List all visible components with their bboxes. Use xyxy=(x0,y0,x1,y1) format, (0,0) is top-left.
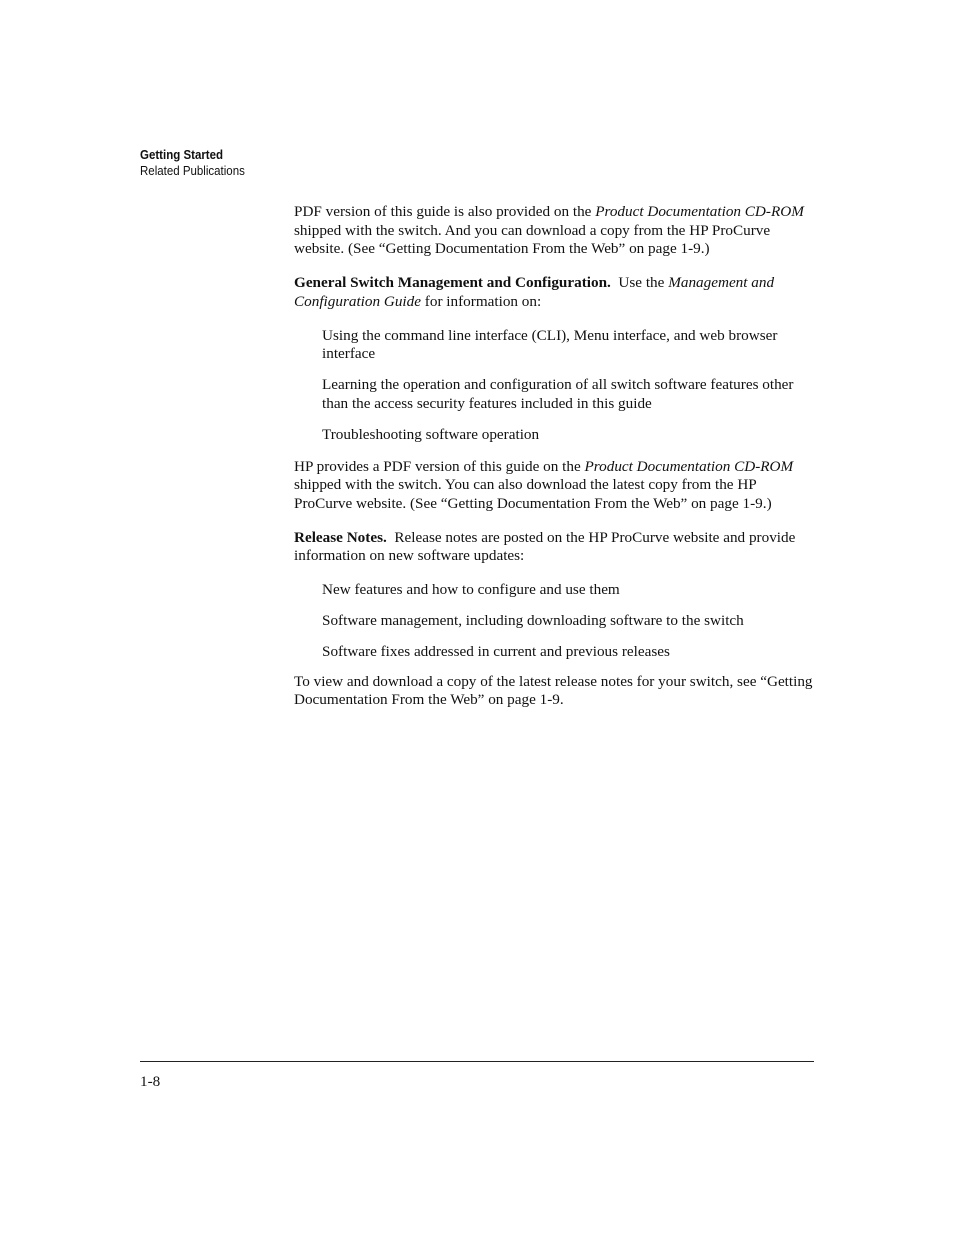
running-header xyxy=(140,147,245,179)
body-text xyxy=(294,203,816,725)
intro-paragraph: PDF version of this guide is also provided on the Product Documentation CD-ROM shipped with the switch. And you can download a copy from the HP ProCurve website. (See “Getting Documentation From the Web” on page 1-9.) xyxy=(294,203,804,258)
general-management-paragraph: General Switch Management and Configuration. Use the Management and Configuration Guide for information on: xyxy=(294,274,775,310)
chapter-title: Getting Started xyxy=(140,148,224,162)
page-number: 1-8 xyxy=(140,1073,161,1090)
list-item: New features and how to configure and use them xyxy=(322,581,620,599)
general-management-heading: General Switch Management and Configuration. xyxy=(294,274,611,292)
list-item: Troubleshooting software operation xyxy=(322,426,540,444)
list-item: Software management, including downloading software to the switch xyxy=(322,612,744,630)
list-item: Learning the operation and configuration of all switch software features other than the access security features included in this guide xyxy=(322,376,794,413)
release-notes-paragraph: Release Notes. Release notes are posted on the HP ProCurve website and provide information on new software updates: xyxy=(294,528,800,565)
section-title: Related Publications xyxy=(140,164,245,178)
cd-rom-title: Product Documentation CD-ROM xyxy=(595,203,804,220)
hp-pdf-paragraph: HP provides a PDF version of this guide on the Product Documentation CD-ROM shipped with the switch. You can also download the latest copy from the HP ProCurve website. (See “Getting Documentation From the Web” on page 1-9.) xyxy=(294,457,794,512)
cd-rom-title: Product Documentation CD-ROM xyxy=(584,457,794,475)
management-guide-title: Management and Configuration Guide xyxy=(294,274,775,310)
footer-rule xyxy=(140,1061,814,1062)
list-item: Software fixes addressed in current and previous releases xyxy=(322,643,670,661)
closing-paragraph: To view and download a copy of the latest release notes for your switch, see “Getting Documentation From the Web” on page 1-9. xyxy=(294,672,813,709)
release-notes-heading: Release Notes. xyxy=(294,528,387,546)
list-item: Using the command line interface (CLI), Menu interface, and web browser interface xyxy=(322,326,778,363)
